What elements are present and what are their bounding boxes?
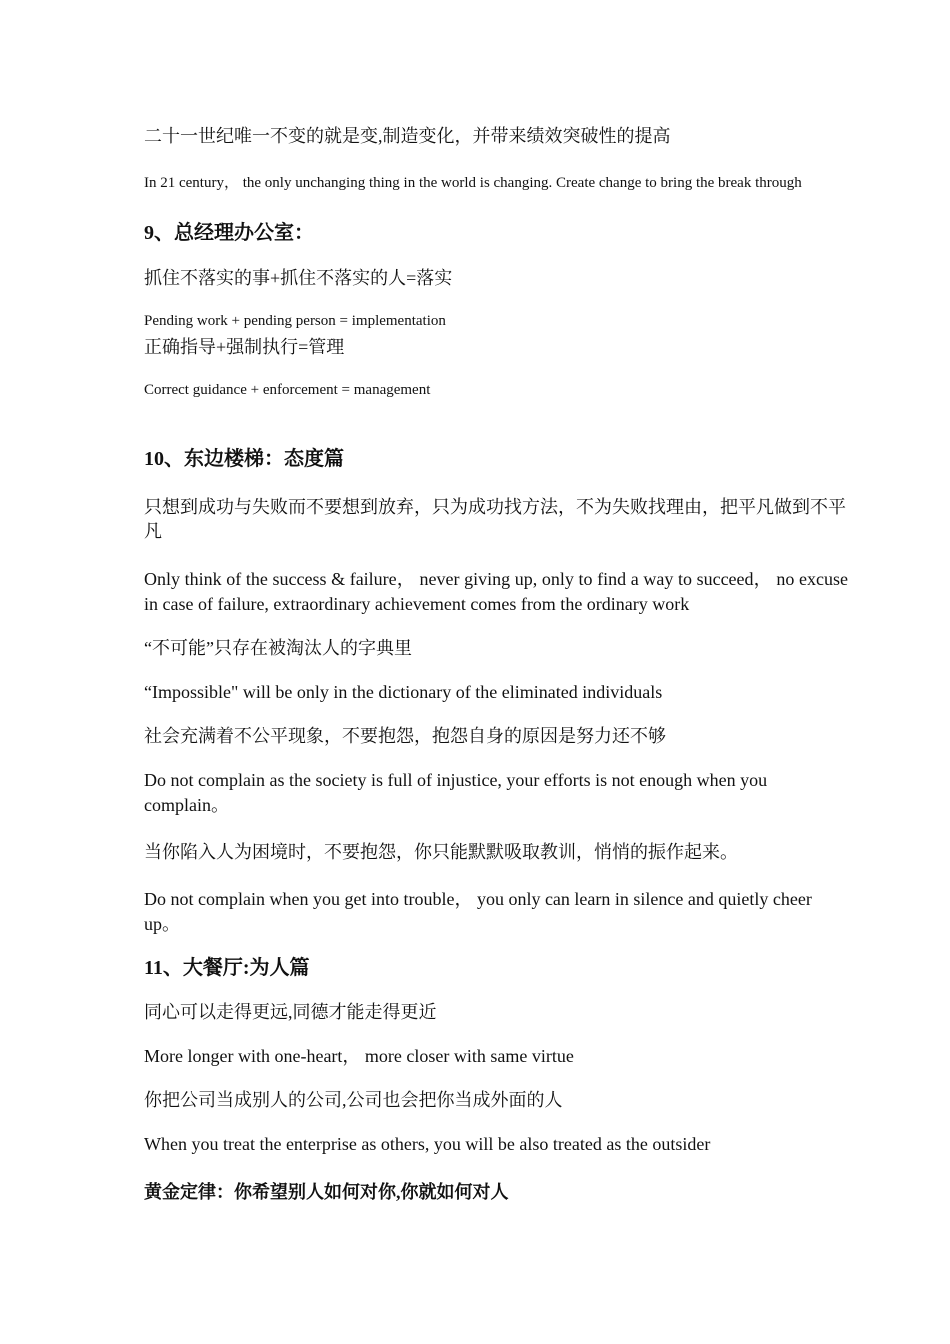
section-10-item-2-chinese: “不可能”只存在被淘汰人的字典里 <box>144 638 412 658</box>
section-10-item-4-english: Do not complain when you get into trouble， you only can learn in silence and quietly cheer up。 <box>144 889 812 934</box>
section-10-item-1-chinese: 只想到成功与失败而不要想到放弃，只为成功找方法，不为失败找理由，把平凡做到不平凡 <box>144 497 846 541</box>
section-11-item-2-english: When you treat the enterprise as others, you will be also treated as the outsider <box>144 1134 711 1154</box>
intro-chinese: 二十一世纪唯一不变的就是变,制造变化，并带来绩效突破性的提高 <box>144 126 671 146</box>
section-9-item-1-english: Pending work + pending person = implementation <box>144 313 446 329</box>
section-9-item-2-english: Correct guidance + enforcement = management <box>144 382 431 398</box>
intro-english: In 21 century， the only unchanging thing in the world is changing. Create change to bring the break through <box>144 175 802 191</box>
section-10-item-1-english: Only think of the success & failure， never giving up, only to find a way to succeed， no excuse in case of failure, extraordinary achievement comes from the ordinary work <box>144 569 848 614</box>
section-11-item-1-english: More longer with one-heart， more closer with same virtue <box>144 1046 574 1066</box>
section-9-heading: 9、总经理办公室： <box>144 222 314 244</box>
section-9-item-2-chinese: 正确指导+强制执行=管理 <box>144 337 345 357</box>
section-10-item-2-english: “Impossible" will be only in the dictionary of the eliminated individuals <box>144 682 663 702</box>
section-11-heading: 11、大餐厅:为人篇 <box>144 957 310 979</box>
section-10-heading: 10、东边楼梯：态度篇 <box>144 448 344 470</box>
golden-rule: 黄金定律：你希望别人如何对你,你就如何对人 <box>144 1182 509 1202</box>
section-11-item-2-chinese: 你把公司当成别人的公司,公司也会把你当成外面的人 <box>144 1090 563 1110</box>
section-11-item-1-chinese: 同心可以走得更远,同德才能走得更近 <box>144 1002 437 1022</box>
section-9-item-1-chinese: 抓住不落实的事+抓住不落实的人=落实 <box>144 268 453 288</box>
section-10-item-3-chinese: 社会充满着不公平现象，不要抱怨，抱怨自身的原因是努力还不够 <box>144 726 666 746</box>
section-10-item-3-english: Do not complain as the society is full of injustice, your efforts is not enough when you complain。 <box>144 770 768 815</box>
section-10-item-4-chinese: 当你陷入人为困境时，不要抱怨，你只能默默吸取教训，悄悄的振作起来。 <box>144 842 738 862</box>
